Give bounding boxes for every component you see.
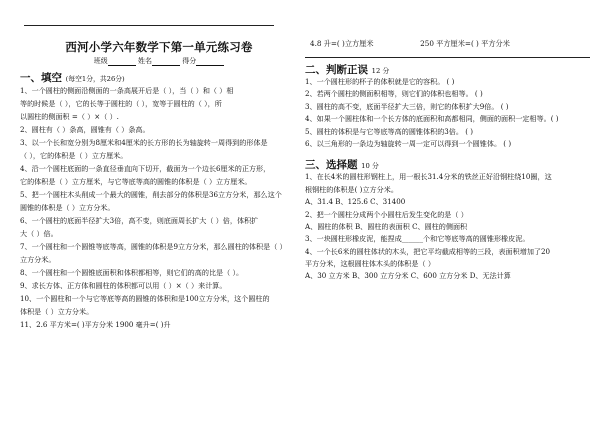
question-line: 3、圆柱的高不变，底面半径扩大三倍，则它的体积扩大9倍。 ( ) (305, 101, 509, 111)
question-line: 等的时候是（ ），它的长等于圆柱的（ ），宽等于圆柱的（ ），所 (20, 99, 222, 108)
question-line: 1、一个圆柱形的杯子的体积就是它的容积。 ( ) (305, 77, 455, 86)
divider (305, 57, 590, 58)
question-line: 它的体积是（ ）立方厘米，与它等底等高的圆锥的体积是（ ）立方厘米。 (20, 177, 252, 186)
true-false-questions (305, 76, 597, 150)
question-line: 1、在长4米的圆柱形钢柱上，用一根长31.4分米的铁丝正好沿钢柱绕10圈，这 (305, 172, 552, 182)
question-line: 3、一块圆柱形橡皮泥，能捏成______个和它等底等高的圆锥形橡皮泥。 (305, 234, 530, 244)
class-label: 班级 (93, 57, 108, 65)
carryover-item: 250 平方厘米=( ) 平方分米 (420, 39, 510, 48)
score-label: 得分 (182, 57, 197, 65)
question-line: （ ），它的体积是（ ）立方厘米。 (20, 151, 128, 160)
section-note: 10 分 (361, 162, 379, 171)
top-rule (24, 25, 274, 26)
question-line: 以圆柱的侧面积 =（ ）×（ ）. (20, 112, 119, 121)
question-line: 8、一个圆柱和一个圆锥底面积和体积都相等，则它们的高的比是（ ）。 (20, 268, 244, 277)
question-line: 4、沿一个圆柱底面的一条直径垂直向下切开，截面为一个边长6厘米的正方形， (20, 164, 271, 173)
section-title: 二、判断正误 (305, 64, 368, 76)
multiple-choice-questions (305, 171, 597, 283)
section-note: 12 分 (371, 67, 390, 75)
question-line: 3、以一个长和宽分别为8厘米和4厘米的长方形的长为轴旋转一周得到的形体是 (20, 138, 268, 147)
section-heading (305, 157, 597, 171)
question-line: 6、以三角形的一条边为轴旋转一周一定可以得到一个圆锥体。 ( ) (305, 138, 512, 148)
carryover-item: 4.8 升=( )立方厘米 (310, 39, 374, 48)
name-blank[interactable] (152, 58, 180, 66)
question-line: 6、一个圆柱的底面半径扩大3倍，高不变，则底面周长扩大（ ）倍，体积扩 (20, 216, 259, 225)
section-heading (305, 62, 597, 76)
question-line: A、30 立方米 B、300 立方分米 C、600 立方分米 D、无法计算 (305, 271, 511, 281)
class-blank[interactable] (108, 58, 136, 66)
question-line: 5、把一个圆柱木头削成一个最大的圆锥，削去部分的体积是36立方分米，那么这个 (20, 190, 282, 199)
question-line: 2、圆柱有（ ）条高，圆锥有（ ）条高。 (20, 125, 150, 134)
question-line: A、31.4 B、125.6 C、31400 (305, 197, 406, 207)
question-line: 大（ ）倍。 (20, 229, 58, 238)
section-heading (20, 70, 298, 84)
question-line: 10、一个圆柱和一个与它等底等高的圆锥的体积和是100立方分米，这个圆柱的 (20, 294, 270, 303)
question-line: 4、如果一个圆柱体和一个长方体的底面积和高都相同，侧面的面积一定相等。( ) (305, 114, 559, 124)
question-line: 体积是（ ）立方分米。 (20, 307, 94, 316)
question-line: 根钢柱的体积是( )立方分米。 (305, 184, 398, 194)
section-note: (每空1分，共26分) (65, 75, 125, 83)
section-title: 三、选择题 (305, 159, 358, 172)
question-line: 2、若两个圆柱的侧面积相等，则它们的体积也相等。 ( ) (305, 89, 483, 99)
question-line: 2、把一个圆柱分成两个小圆柱后发生变化的是（ ） (305, 209, 468, 219)
question-line: 7、一个圆柱和一个圆锥等底等高，圆锥的体积是9立方分米，那么圆柱的体积是（ ） (20, 242, 287, 251)
right-column (305, 36, 597, 283)
question-line: 立方分米。 (20, 255, 56, 264)
question-line: 9、求长方体、正方体和圆柱的体积都可以用（ ）×（ ）来计算。 (20, 281, 227, 290)
section-title: 一、填空 (20, 72, 62, 84)
question-line: 11、2.6 平方米=( )平方分米 1900 毫升=( )升 (20, 320, 171, 329)
left-column (20, 37, 298, 331)
question-line: 平方分米，这根圆柱体木头的体积是（ ） (305, 259, 435, 269)
page-title: 西河小学六年数学下第一单元练习卷 (65, 40, 253, 54)
question-line: 1、一个圆柱的侧面沿侧面的一条高展开后是（ ），当（ ）和（ ）相 (20, 86, 234, 95)
question-line: 4、一个长6米的圆柱体状的木头，把它平均截成相等的三段，表面积增加了20 (305, 246, 551, 256)
question-line: 圆锥的体积是（ ）立方分米。 (20, 203, 115, 212)
question-line: A、圆柱的体积 B、圆柱的表面积 C、圆柱的侧面积 (305, 221, 468, 231)
fill-in-questions (20, 84, 298, 331)
name-label: 姓名 (138, 57, 152, 65)
student-info (20, 56, 298, 68)
score-blank[interactable] (196, 58, 224, 66)
question-line: 5、圆柱的体积是与它等底等高的圆锥体积的3倍。 ( ) (305, 126, 474, 136)
